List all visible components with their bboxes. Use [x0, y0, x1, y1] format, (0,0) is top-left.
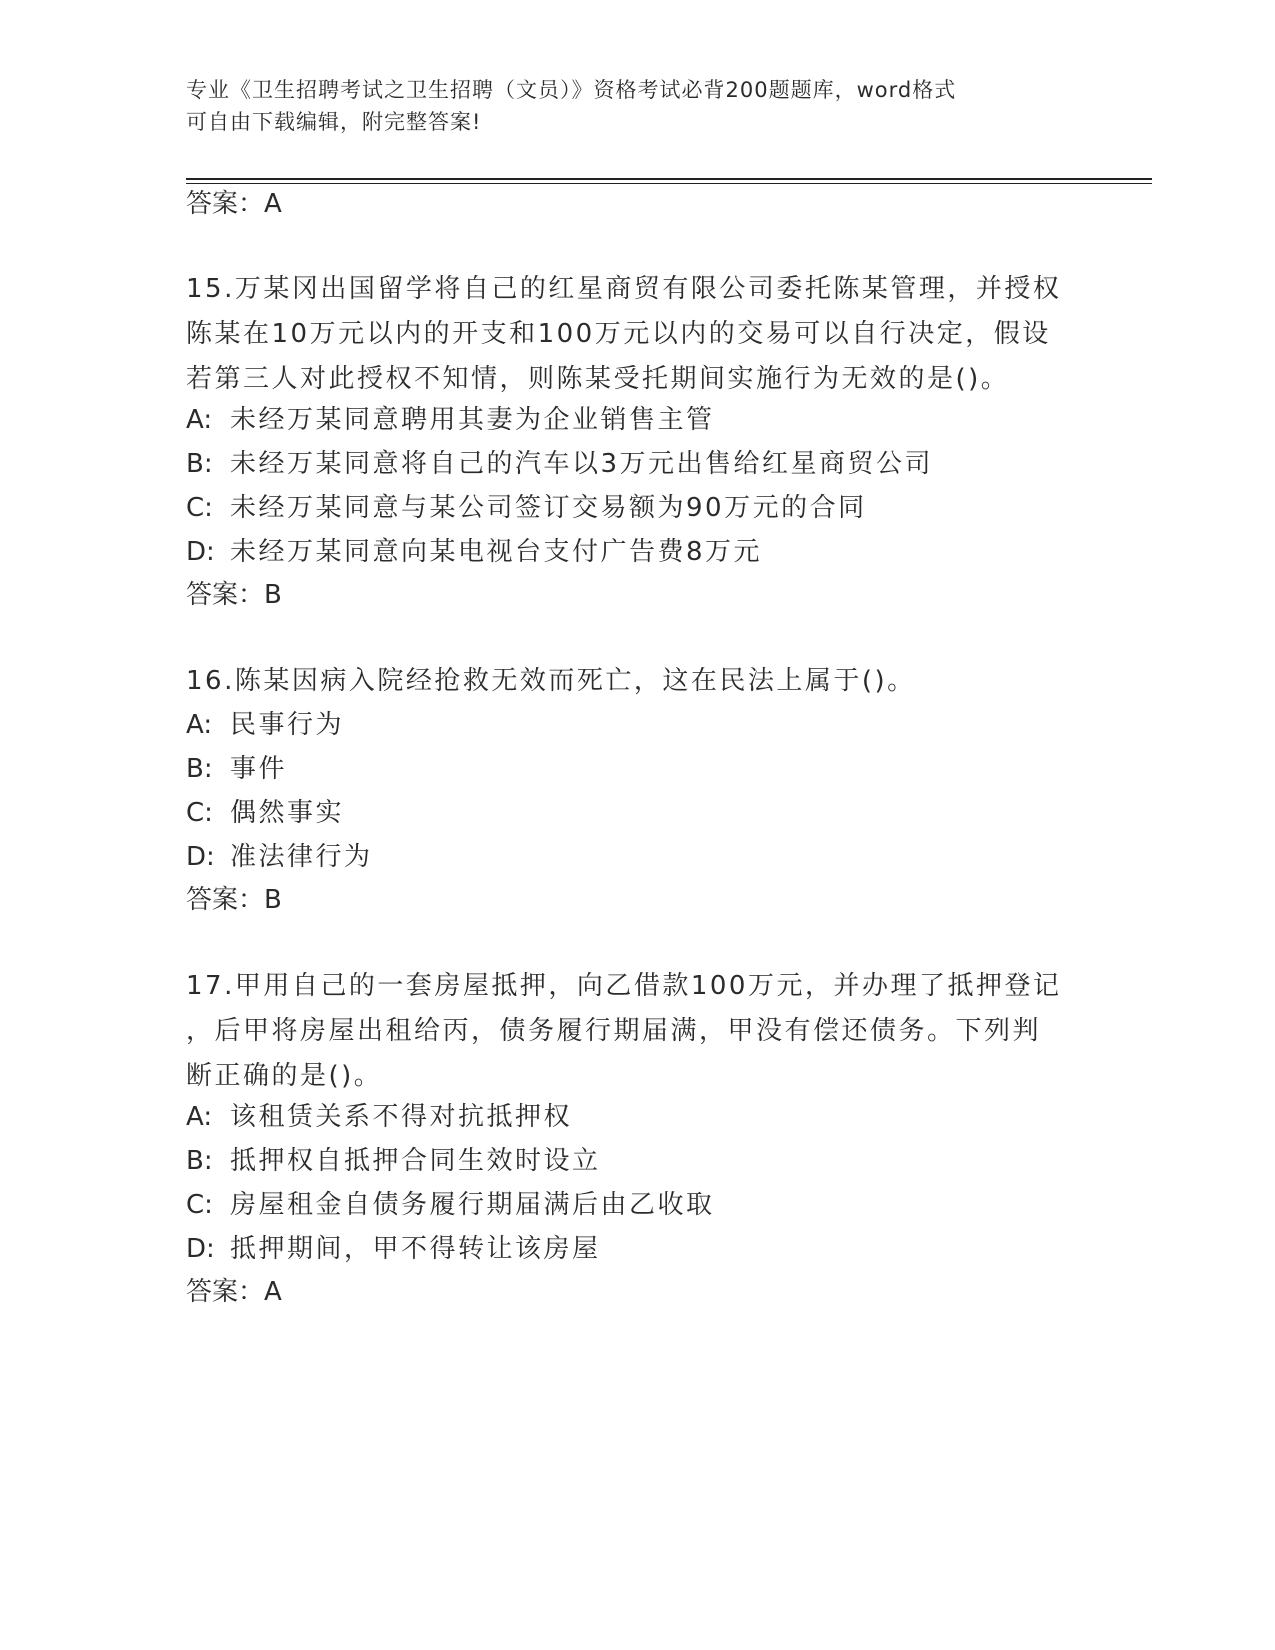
question-16-answer: 答案：B — [186, 885, 282, 915]
option-letter: A: — [186, 405, 213, 435]
option-letter: D: — [186, 1234, 215, 1264]
option-text: 未经万某同意将自己的汽车以3万元出售给红星商贸公司 — [230, 449, 934, 479]
question-17-option-a — [186, 1095, 572, 1140]
option-letter: A: — [186, 710, 213, 740]
question-15-option-c — [186, 486, 867, 531]
question-15-option-b — [186, 442, 933, 487]
option-text: 抵押权自抵押合同生效时设立 — [230, 1146, 601, 1176]
option-letter: D: — [186, 537, 215, 567]
stem-line: 16.陈某因病入院经抢救无效而死亡，这在民法上属于()。 — [186, 666, 916, 696]
option-text: 民事行为 — [230, 710, 345, 740]
question-15-answer: 答案：B — [186, 580, 282, 610]
option-text: 该租赁关系不得对抗抵押权 — [230, 1102, 573, 1132]
option-letter: B: — [186, 1146, 213, 1176]
question-15-option-d — [186, 530, 762, 575]
question-17-option-b — [186, 1139, 601, 1184]
previous-answer: 答案：A — [186, 189, 282, 219]
option-text: 事件 — [230, 754, 288, 784]
option-text: 偶然事实 — [230, 798, 345, 828]
question-16-option-c — [186, 791, 344, 836]
question-16-option-a — [186, 703, 344, 748]
option-letter: D: — [186, 842, 215, 872]
header-divider-thick — [186, 178, 1152, 180]
stem-line: 17.甲用自己的一套房屋抵押，向乙借款100万元，并办理了抵押登记 — [186, 971, 1062, 1001]
option-letter: A: — [186, 1102, 213, 1132]
option-letter: B: — [186, 754, 213, 784]
question-17-option-d — [186, 1227, 601, 1272]
stem-line: 断正确的是()。 — [186, 1061, 383, 1091]
header-line-1: 专业《卫生招聘考试之卫生招聘（文员）》资格考试必背200题题库，word格式 — [186, 78, 957, 102]
stem-line: 15.万某冈出国留学将自己的红星商贸有限公司委托陈某管理，并授权 — [186, 274, 1062, 304]
stem-line: 陈某在10万元以内的开支和100万元以内的交易可以自行决定，假设 — [186, 319, 1051, 349]
option-letter: B: — [186, 449, 213, 479]
question-15-option-a — [186, 398, 715, 443]
option-letter: C: — [186, 798, 213, 828]
question-17-option-c — [186, 1183, 715, 1228]
header-divider-thin — [186, 183, 1152, 184]
question-17-answer: 答案：A — [186, 1277, 282, 1307]
option-letter: C: — [186, 1190, 213, 1220]
question-16-option-b — [186, 747, 287, 792]
document-header — [186, 74, 1086, 138]
stem-line: ，后甲将房屋出租给丙，债务履行期届满，甲没有偿还债务。下列判 — [186, 1016, 1042, 1046]
option-letter: C: — [186, 493, 213, 523]
question-17-stem — [186, 964, 1066, 1099]
question-16-stem — [186, 659, 1066, 704]
option-text: 未经万某同意与某公司签订交易额为90万元的合同 — [230, 493, 867, 523]
option-text: 抵押期间，甲不得转让该房屋 — [230, 1234, 601, 1264]
option-text: 未经万某同意聘用其妻为企业销售主管 — [230, 405, 715, 435]
header-line-2: 可自由下载编辑，附完整答案! — [186, 110, 482, 134]
question-16-option-d — [186, 835, 373, 880]
stem-line: 若第三人对此授权不知情，则陈某受托期间实施行为无效的是()。 — [186, 364, 1010, 394]
option-text: 房屋租金自债务履行期届满后由乙收取 — [230, 1190, 715, 1220]
option-text: 未经万某同意向某电视台支付广告费8万元 — [230, 537, 763, 567]
option-text: 准法律行为 — [230, 842, 373, 872]
question-15-stem — [186, 267, 1066, 402]
